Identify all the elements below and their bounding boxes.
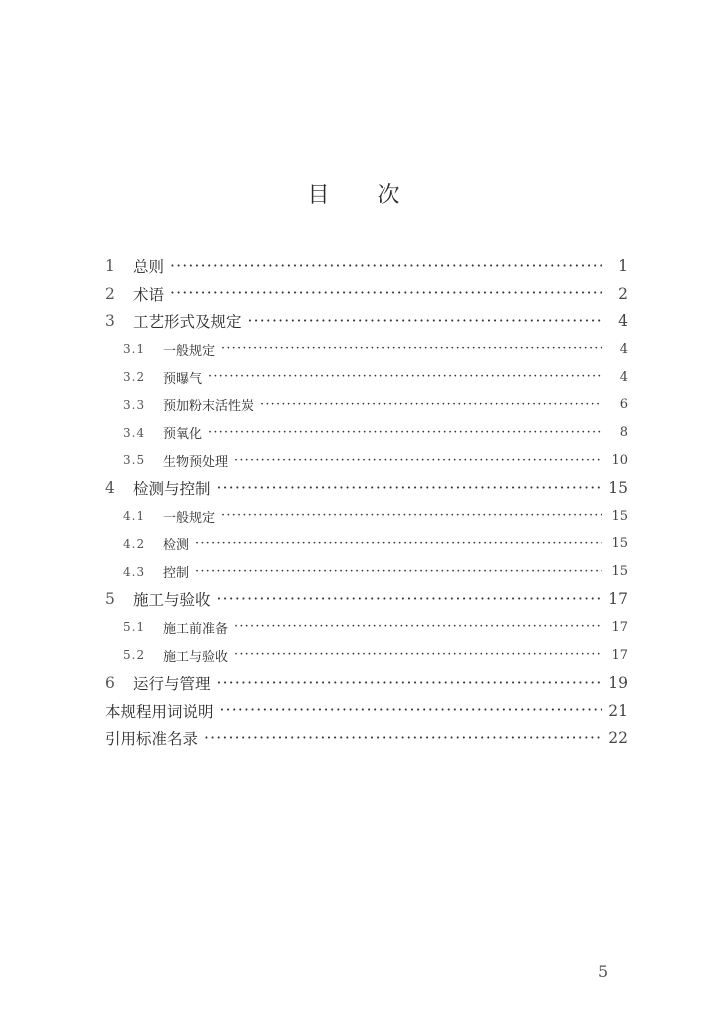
toc-entry-number: 2 (105, 284, 115, 303)
toc-entry-label: 施工与验收 (133, 591, 211, 610)
toc-entry (105, 697, 628, 725)
dot-leader (234, 647, 602, 663)
toc-entry-label: 运行与管理 (133, 674, 211, 693)
toc-entry (105, 363, 628, 391)
toc-entry-number: 5 (105, 590, 115, 609)
toc-entry-label: 施工前准备 (163, 621, 229, 637)
toc-entry-number: 4.2 (123, 536, 146, 551)
dot-leader (220, 701, 602, 720)
toc-entry (105, 725, 628, 753)
toc-entry-number: 3.4 (123, 425, 146, 440)
toc-entry-page: 15 (611, 508, 628, 524)
dot-leader (204, 729, 602, 748)
toc-entry-label: 控制 (163, 566, 190, 582)
toc-entry-label: 一般规定 (163, 510, 216, 526)
toc-entry-label: 检测 (163, 538, 190, 554)
toc-entry-page: 4 (619, 341, 628, 357)
toc-entry-page: 2 (618, 284, 628, 303)
toc-entry (105, 474, 628, 502)
toc-entry-label: 术语 (133, 285, 165, 304)
toc-entry-number: 1 (105, 256, 115, 275)
dot-leader (234, 619, 602, 635)
toc-entry-number: 4.3 (123, 564, 146, 579)
toc-entry-page: 4 (618, 312, 628, 331)
toc-entry-number: 3.2 (123, 370, 146, 385)
toc-entry-page: 17 (611, 647, 628, 663)
toc-entry-label: 生物预处理 (163, 454, 229, 470)
toc-entry-page: 21 (608, 701, 628, 720)
toc-entry-page: 19 (608, 673, 628, 692)
dot-leader (248, 312, 602, 331)
toc-entry-label: 预曝气 (163, 371, 203, 387)
title-char-1: 目 (307, 183, 330, 208)
dot-leader (221, 341, 602, 357)
page-title (0, 178, 707, 209)
toc-entry (105, 308, 628, 336)
toc-entry-label: 施工与验收 (163, 649, 229, 665)
toc-entry (105, 335, 628, 363)
toc-entry-label: 一般规定 (163, 343, 216, 359)
toc-entry-page: 22 (608, 729, 628, 748)
page-number: 5 (598, 962, 609, 981)
dot-leader (217, 479, 602, 498)
toc-entry (105, 586, 628, 614)
dot-leader (208, 369, 602, 385)
dot-leader (170, 284, 602, 303)
toc-entry-page: 17 (608, 590, 628, 609)
dot-leader (260, 397, 602, 413)
toc-entry-number: 3.3 (123, 397, 146, 412)
toc-entry (105, 419, 628, 447)
toc-entry (105, 558, 628, 586)
toc-entry-label: 本规程用词说明 (105, 702, 214, 721)
toc-entry-number: 4.1 (123, 509, 146, 524)
dot-leader (195, 536, 602, 552)
toc-entry-label: 引用标准名录 (105, 730, 199, 749)
toc-entry-number: 5.2 (123, 648, 146, 663)
dot-leader (195, 564, 602, 580)
toc-entry-page: 1 (618, 256, 628, 275)
toc-entry-page: 8 (619, 425, 628, 441)
toc-entry (105, 447, 628, 475)
toc-entry-page: 10 (611, 452, 628, 468)
toc-entry (105, 641, 628, 669)
dot-leader (217, 674, 602, 693)
toc-entry (105, 613, 628, 641)
dot-leader (234, 453, 602, 469)
toc-entry-number: 3 (105, 312, 115, 331)
toc-entry-page: 17 (611, 619, 628, 635)
toc-entry (105, 669, 628, 697)
toc-entry (105, 280, 628, 308)
table-of-contents (105, 252, 628, 752)
toc-entry-page: 15 (611, 536, 628, 552)
dot-leader (217, 590, 602, 609)
toc-entry-page: 15 (608, 479, 628, 498)
toc-entry-page: 15 (611, 564, 628, 580)
toc-entry-number: 6 (105, 673, 115, 692)
toc-entry-number: 3.5 (123, 453, 146, 468)
toc-entry-label: 预加粉末活性炭 (163, 399, 255, 415)
toc-entry-page: 6 (619, 397, 628, 413)
toc-entry (105, 391, 628, 419)
toc-entry-label: 检测与控制 (133, 480, 211, 499)
toc-entry-number: 4 (105, 479, 115, 498)
toc-entry-label: 工艺形式及规定 (133, 313, 242, 332)
toc-entry-label: 预氧化 (163, 427, 203, 443)
toc-entry-label: 总则 (133, 257, 165, 276)
toc-entry-number: 5.1 (123, 620, 146, 635)
dot-leader (208, 425, 602, 441)
toc-entry-number: 3.1 (123, 342, 146, 357)
toc-entry (105, 502, 628, 530)
toc-entry (105, 530, 628, 558)
dot-leader (221, 508, 602, 524)
dot-leader (170, 257, 602, 276)
title-char-2: 次 (377, 183, 400, 208)
toc-entry (105, 252, 628, 280)
toc-entry-page: 4 (619, 369, 628, 385)
